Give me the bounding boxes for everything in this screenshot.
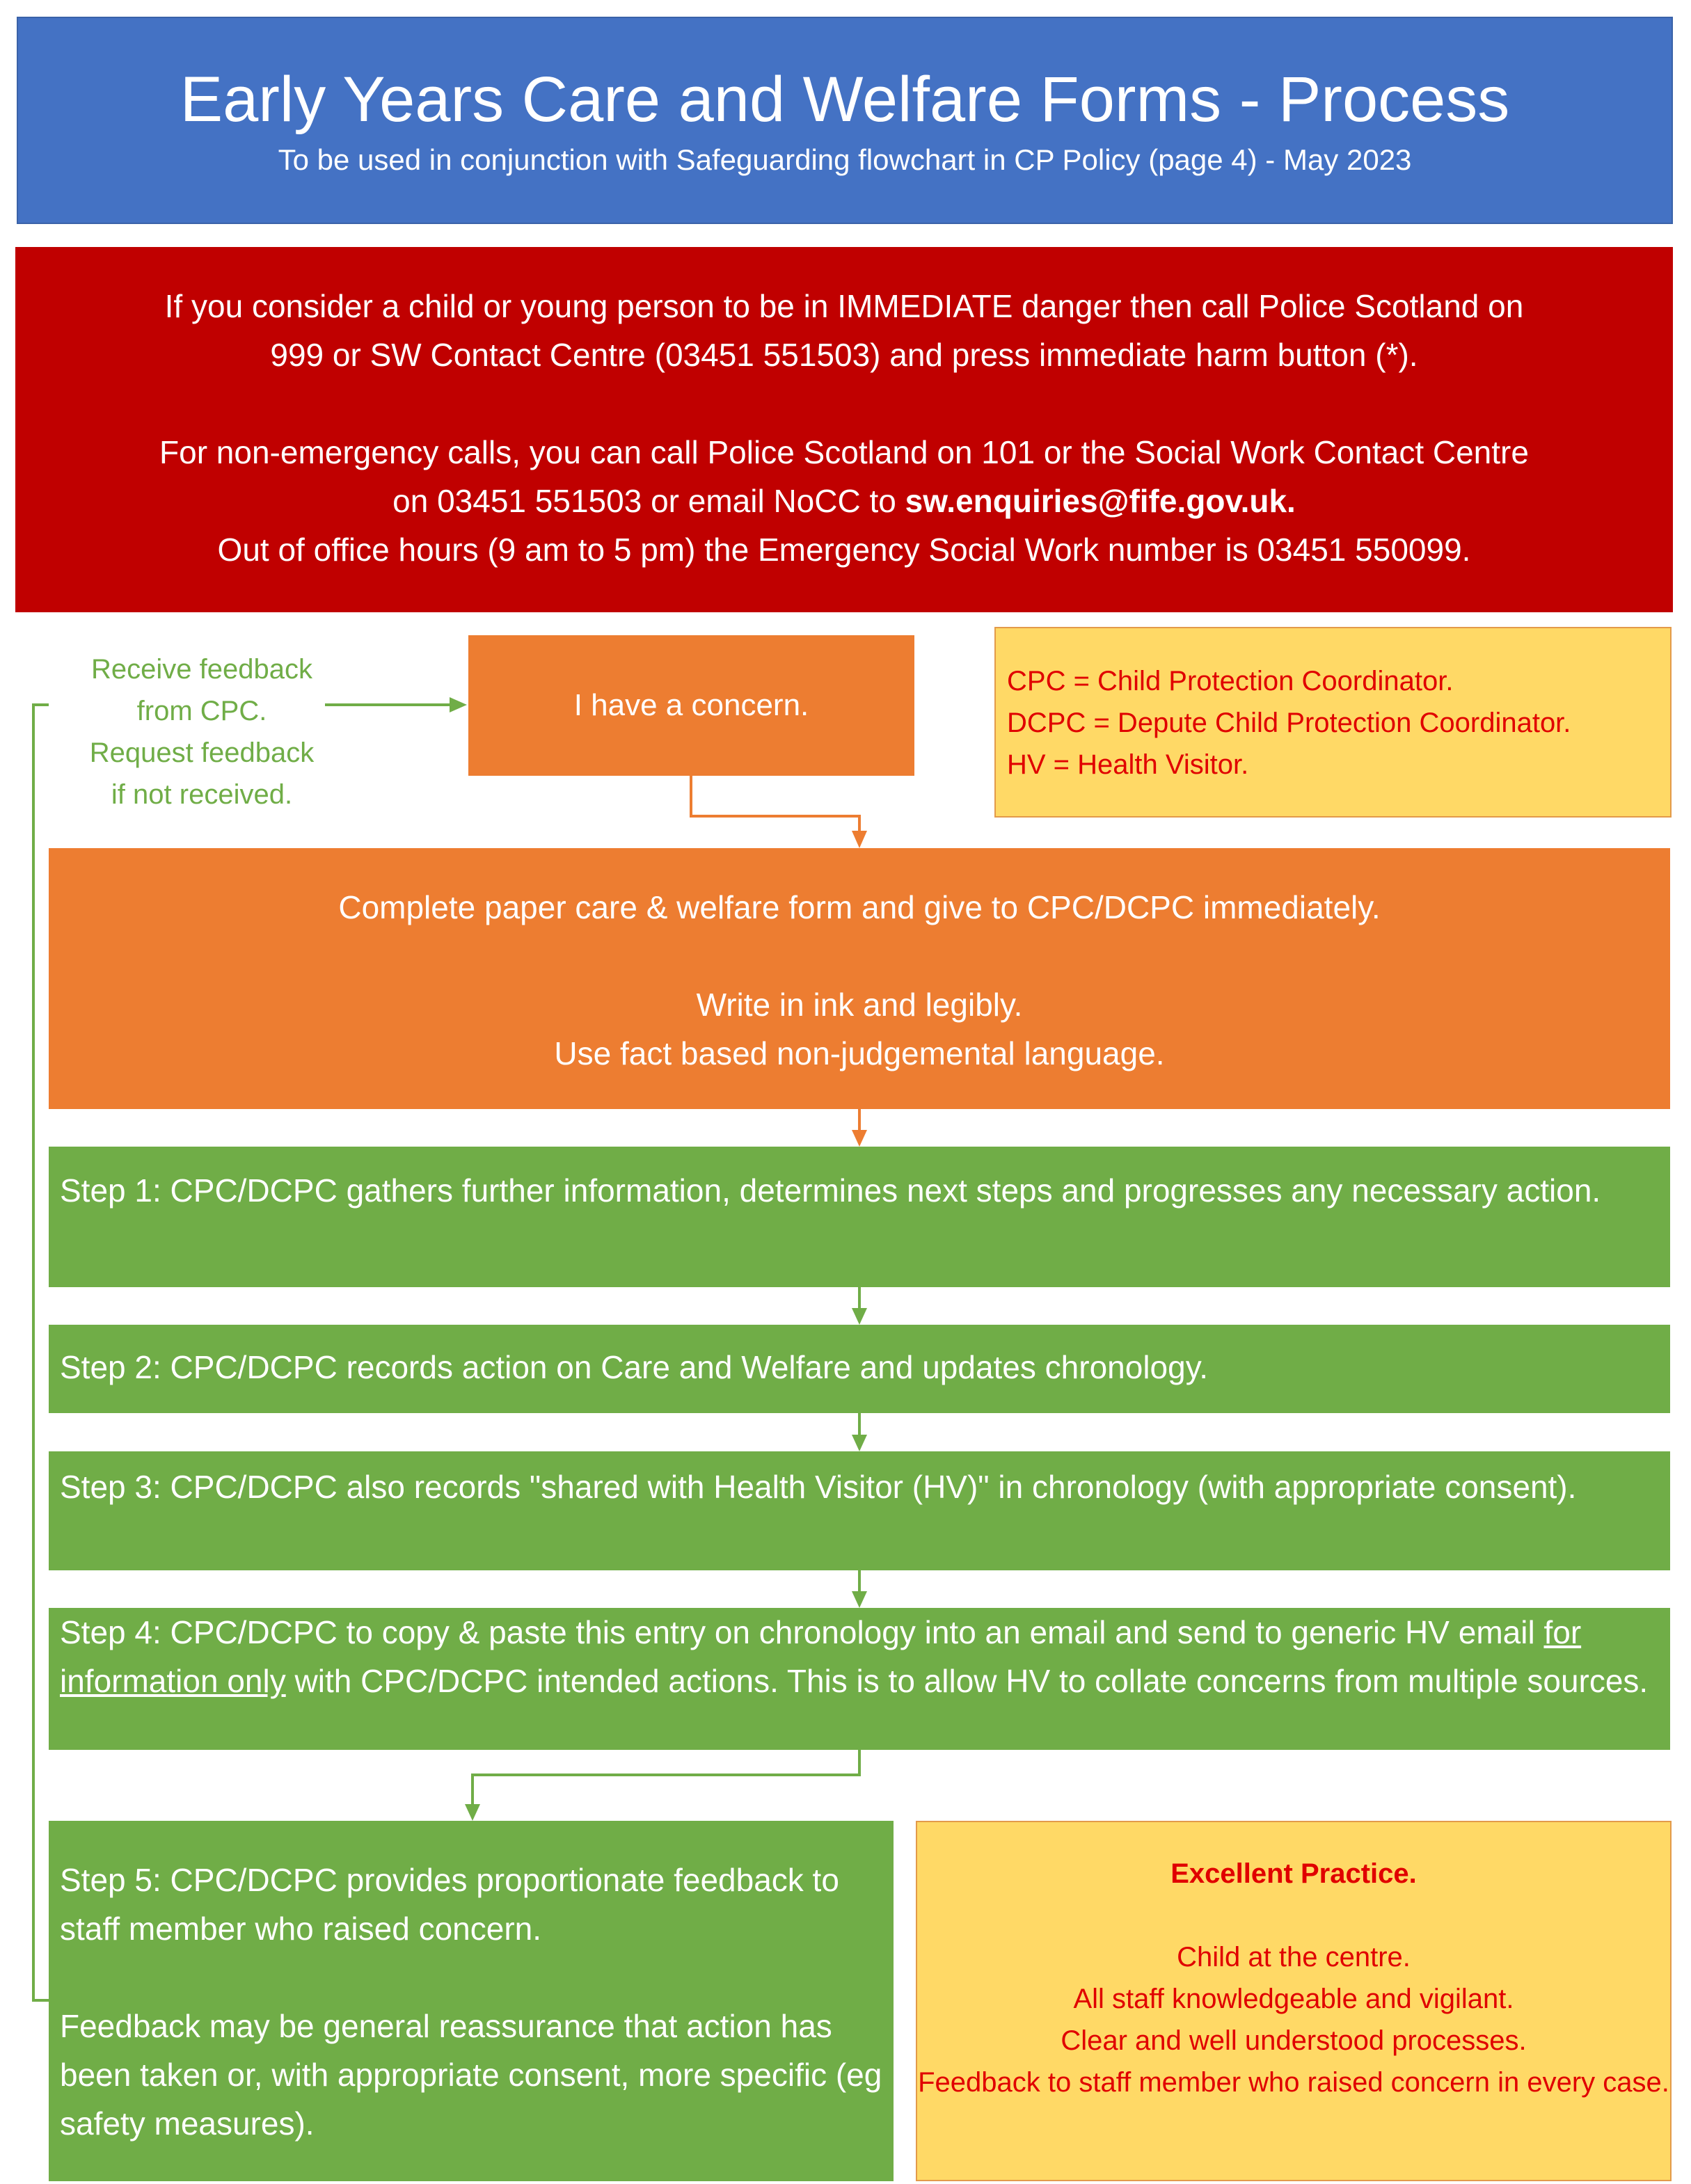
arrow-head xyxy=(852,1130,867,1147)
non-emergency-line-1: For non-emergency calls, you can call Police Scotland on 101 or the Social Work Contact Centre xyxy=(159,434,1529,470)
step-1-text: Step 1: CPC/DCPC gathers further information, determines next steps and progresses any necessary action. xyxy=(60,1172,1601,1209)
complete-form-instruction: Write in ink and legibly. xyxy=(696,987,1023,1023)
arrow-head xyxy=(450,697,467,712)
step-5-box xyxy=(49,1821,894,2181)
step-2-text: Step 2: CPC/DCPC records action on Care and Welfare and updates chronology. xyxy=(60,1349,1209,1385)
page-subtitle: To be used in conjunction with Safeguarding flowchart in CP Policy (page 4) - May 2023 xyxy=(278,143,1412,176)
step-4-box xyxy=(49,1608,1670,1750)
excellent-practice-item: Clear and well understood processes. xyxy=(1061,2025,1527,2056)
feedback-line: Request feedback xyxy=(89,738,315,768)
out-of-hours-line: Out of office hours (9 am to 5 pm) the Emergency Social Work number is 03451 550099. xyxy=(217,532,1471,568)
feedback-line: if not received. xyxy=(111,779,293,810)
email-link[interactable]: sw.enquiries@fife.gov.uk. xyxy=(905,483,1296,519)
arrow-head xyxy=(852,1435,867,1451)
step-2-box xyxy=(49,1325,1670,1413)
excellent-practice-title: Excellent Practice. xyxy=(1170,1858,1417,1889)
abbreviation-legend xyxy=(994,627,1672,818)
arrow-head xyxy=(852,831,867,848)
feedback-loop-label xyxy=(84,648,320,815)
page-title: Early Years Care and Welfare Forms - Process xyxy=(180,64,1510,135)
concern-box xyxy=(468,635,914,776)
complete-form-instruction: Use fact based non-judgemental language. xyxy=(554,1035,1165,1071)
concern-text: I have a concern. xyxy=(573,688,809,722)
legend-item: HV = Health Visitor. xyxy=(1007,749,1249,780)
step-4-text: with CPC/DCPC intended actions. This is to allow HV to collate concerns from multiple sources. xyxy=(285,1663,1649,1699)
excellent-practice-item: Feedback to staff member who raised concern in every case. xyxy=(918,2067,1669,2098)
complete-form-box xyxy=(49,848,1670,1109)
step-3-text: Step 3: CPC/DCPC also records "shared with Health Visitor (HV)" in chronology (with appropriate consent). xyxy=(60,1469,1577,1505)
feedback-line: Receive feedback xyxy=(91,654,312,685)
legend-item: DCPC = Depute Child Protection Coordinator. xyxy=(1007,708,1571,738)
non-emergency-text: on 03451 551503 or email NoCC to xyxy=(392,483,905,519)
step-3-box xyxy=(49,1451,1670,1570)
arrow-head xyxy=(852,1308,867,1325)
arrow-head xyxy=(852,1591,867,1608)
excellent-practice-item: All staff knowledgeable and vigilant. xyxy=(1073,1984,1514,2014)
excellent-practice-box xyxy=(916,1821,1672,2181)
arrow-head xyxy=(465,1804,480,1821)
step-4-emphasis: for information only xyxy=(60,1614,1582,1699)
step-4-text: Step 4: CPC/DCPC to copy & paste this entry on chronology into an email and send to generic HV email xyxy=(60,1614,1544,1650)
excellent-practice-item: Child at the centre. xyxy=(1177,1942,1411,1972)
step-5-detail: Feedback may be general reassurance that action has been taken or, with appropriate consent, more specific (eg safety measures). xyxy=(60,2008,882,2142)
complete-form-instruction: Complete paper care & welfare form and give to CPC/DCPC immediately. xyxy=(338,889,1381,925)
step-1-box xyxy=(49,1147,1670,1287)
step-5-text: Step 5: CPC/DCPC provides proportionate feedback to staff member who raised concern. xyxy=(60,1862,839,1947)
emergency-line-1: If you consider a child or young person to be in IMMEDIATE danger then call Police Scotland on xyxy=(164,288,1524,324)
legend-item: CPC = Child Protection Coordinator. xyxy=(1007,666,1454,696)
emergency-line-2: 999 or SW Contact Centre (03451 551503) and press immediate harm button (*). xyxy=(270,337,1418,373)
feedback-line: from CPC. xyxy=(136,696,267,726)
